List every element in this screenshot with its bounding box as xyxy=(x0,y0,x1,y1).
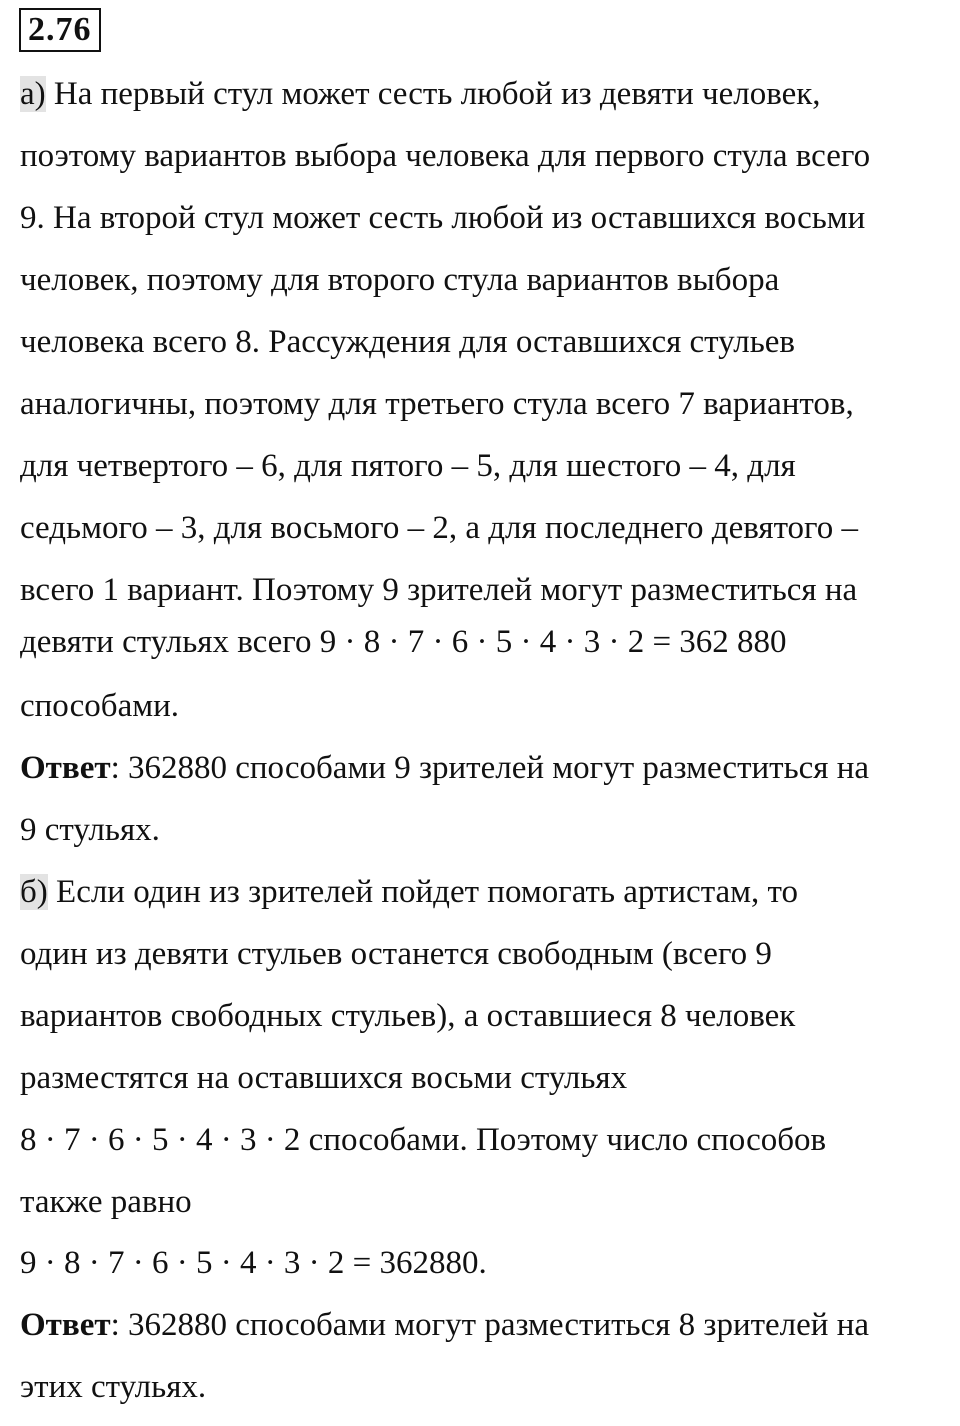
part-b-line-7: 9 · 8 · 7 · 6 · 5 · 4 · 3 · 2 = 362880. xyxy=(20,1245,487,1281)
part-b-line-3: вариантов свободных стульев), а оставшиеся 8 человек xyxy=(20,998,796,1034)
part-a-line-4: человек, поэтому для второго стула вариантов выбора xyxy=(20,262,780,298)
part-b-text: Если один из зрителей пойдет помогать артистам, то xyxy=(47,874,799,910)
part-a-line-3: 9. На второй стул может сесть любой из оставшихся восьми xyxy=(20,200,866,236)
part-b-line-5: 8 · 7 · 6 · 5 · 4 · 3 · 2 способами. Поэтому число способов xyxy=(20,1122,827,1158)
part-a-line-9: всего 1 вариант. Поэтому 9 зрителей могут разместиться на xyxy=(20,572,858,608)
part-a-answer-label: Ответ xyxy=(20,750,111,786)
part-a-answer-line-2: 9 стульях. xyxy=(20,812,160,848)
part-a-line-7: для четвертого – 6, для пятого – 5, для шестого – 4, для xyxy=(20,448,796,484)
part-b-answer-line-2: этих стульях. xyxy=(20,1369,207,1405)
part-a-line-2: поэтому вариантов выбора человека для первого стула всего xyxy=(20,138,871,174)
part-a-answer-line-1 xyxy=(20,748,869,788)
part-b-answer-line-1 xyxy=(20,1305,869,1345)
part-a-answer-text: : 362880 способами 9 зрителей могут разместиться на xyxy=(110,750,870,786)
problem-number-box: 2.76 xyxy=(19,8,101,52)
part-b-label: б) xyxy=(20,874,48,910)
part-a-line-5: человека всего 8. Рассуждения для оставшихся стульев xyxy=(20,324,795,360)
part-a-label: а) xyxy=(20,76,46,112)
part-b-line-6: также равно xyxy=(20,1184,192,1220)
part-a-line-8: седьмого – 3, для восьмого – 2, а для последнего девятого – xyxy=(20,510,859,546)
part-a-line-6: аналогичны, поэтому для третьего стула всего 7 вариантов, xyxy=(20,386,854,422)
part-b-line-2: один из девяти стульев останется свободным (всего 9 xyxy=(20,936,772,972)
part-a-line-1 xyxy=(20,74,821,114)
part-a-line-10: девяти стульях всего 9 · 8 · 7 · 6 · 5 · 4 · 3 · 2 = 362 880 xyxy=(20,624,787,660)
part-a-line-11: способами. xyxy=(20,688,180,724)
part-b-line-4: разместятся на оставшихся восьми стульях xyxy=(20,1060,628,1096)
part-a-text: На первый стул может сесть любой из девяти человек, xyxy=(45,76,821,112)
part-b-answer-text: : 362880 способами могут разместиться 8 зрителей на xyxy=(110,1307,870,1343)
part-b-line-1 xyxy=(20,872,798,912)
part-b-answer-label: Ответ xyxy=(20,1307,111,1343)
